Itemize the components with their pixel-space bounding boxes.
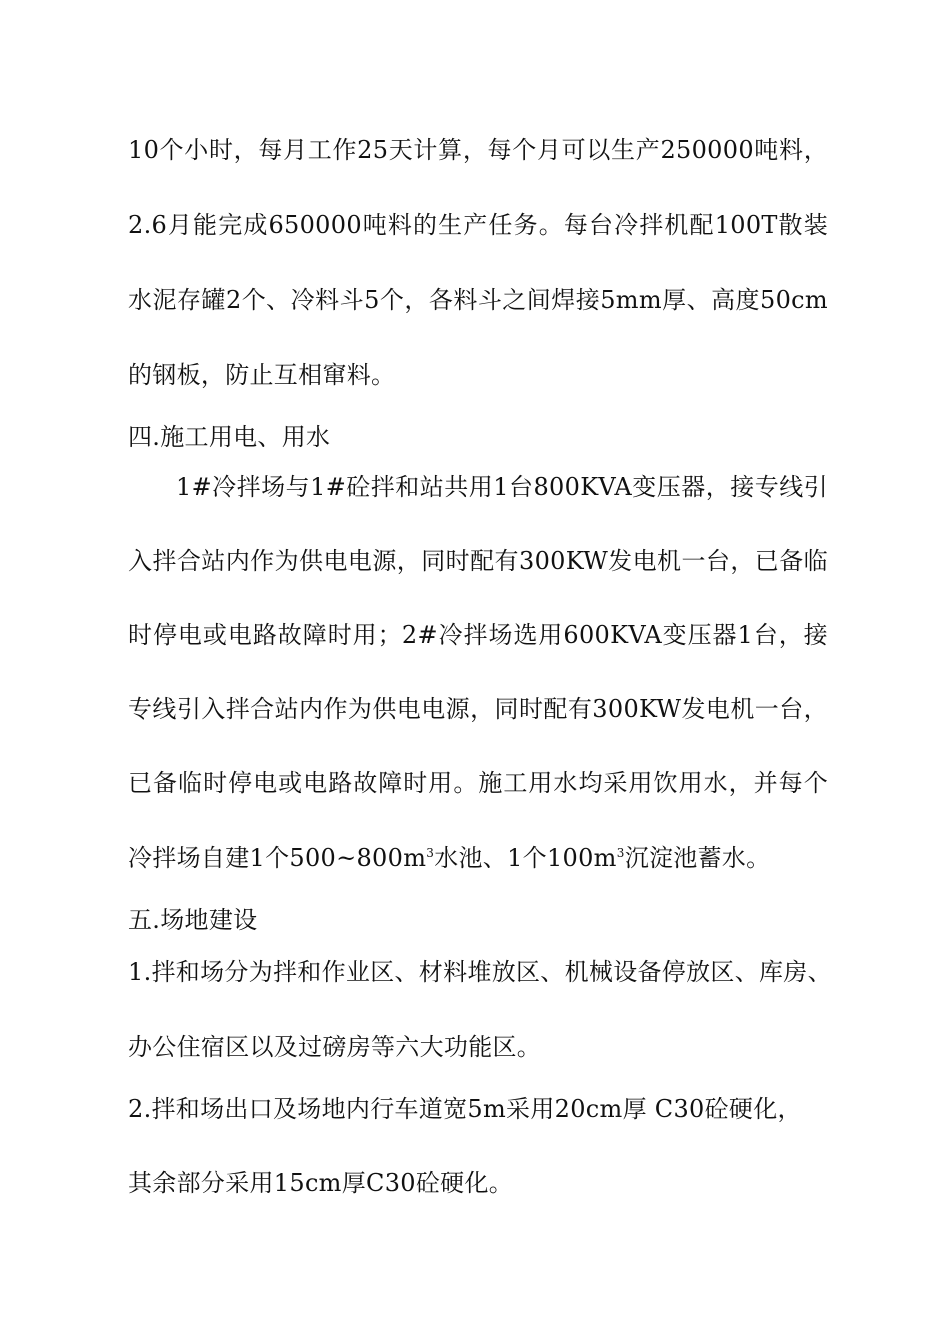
paragraph-line: 的钢板，防止互相窜料。: [128, 361, 396, 389]
section-heading: 四.施工用电、用水: [128, 423, 331, 451]
paragraph-line: 2.6月能完成650000吨料的生产任务。每台冷拌机配100T散装: [128, 211, 828, 239]
superscript: 3: [616, 846, 625, 860]
paragraph-line: 专线引入拌合站内作为供电电源，同时配有300KW发电机一台，: [128, 695, 828, 723]
paragraph-line: 入拌合站内作为供电电源，同时配有300KW发电机一台，已备临: [128, 547, 828, 575]
section-heading: 五.场地建设: [128, 906, 258, 934]
paragraph-line: 1.拌和场分为拌和作业区、材料堆放区、机械设备停放区、库房、: [128, 958, 832, 986]
paragraph-line: 已备临时停电或电路故障时用。施工用水均采用饮用水，并每个: [128, 769, 828, 797]
paragraph-line: 1#冷拌场与1#砼拌和站共用1台800KVA变压器，接专线引: [176, 473, 828, 501]
paragraph-line: 2.拌和场出口及场地内行车道宽5m采用20cm厚 C30砼硬化，: [128, 1095, 802, 1123]
paragraph-line: 办公住宿区以及过磅房等六大功能区。: [128, 1033, 542, 1061]
text-run: 冷拌场自建1个500~800m: [128, 844, 427, 872]
text-run: 沉淀池蓄水。: [624, 844, 771, 872]
paragraph-line: 10个小时，每月工作25天计算，每个月可以生产250000吨料，: [128, 136, 828, 164]
paragraph-line-with-superscripts: [128, 843, 828, 873]
superscript: 3: [426, 846, 435, 860]
paragraph-line: 其余部分采用15cm厚C30砼硬化。: [128, 1169, 514, 1197]
paragraph-line: 时停电或电路故障时用；2#冷拌场选用600KVA变压器1台，接: [128, 621, 828, 649]
paragraph-line: 水泥存罐2个、冷料斗5个，各料斗之间焊接5mm厚、高度50cm: [128, 286, 828, 314]
text-run: 水池、1个100m: [434, 844, 617, 872]
